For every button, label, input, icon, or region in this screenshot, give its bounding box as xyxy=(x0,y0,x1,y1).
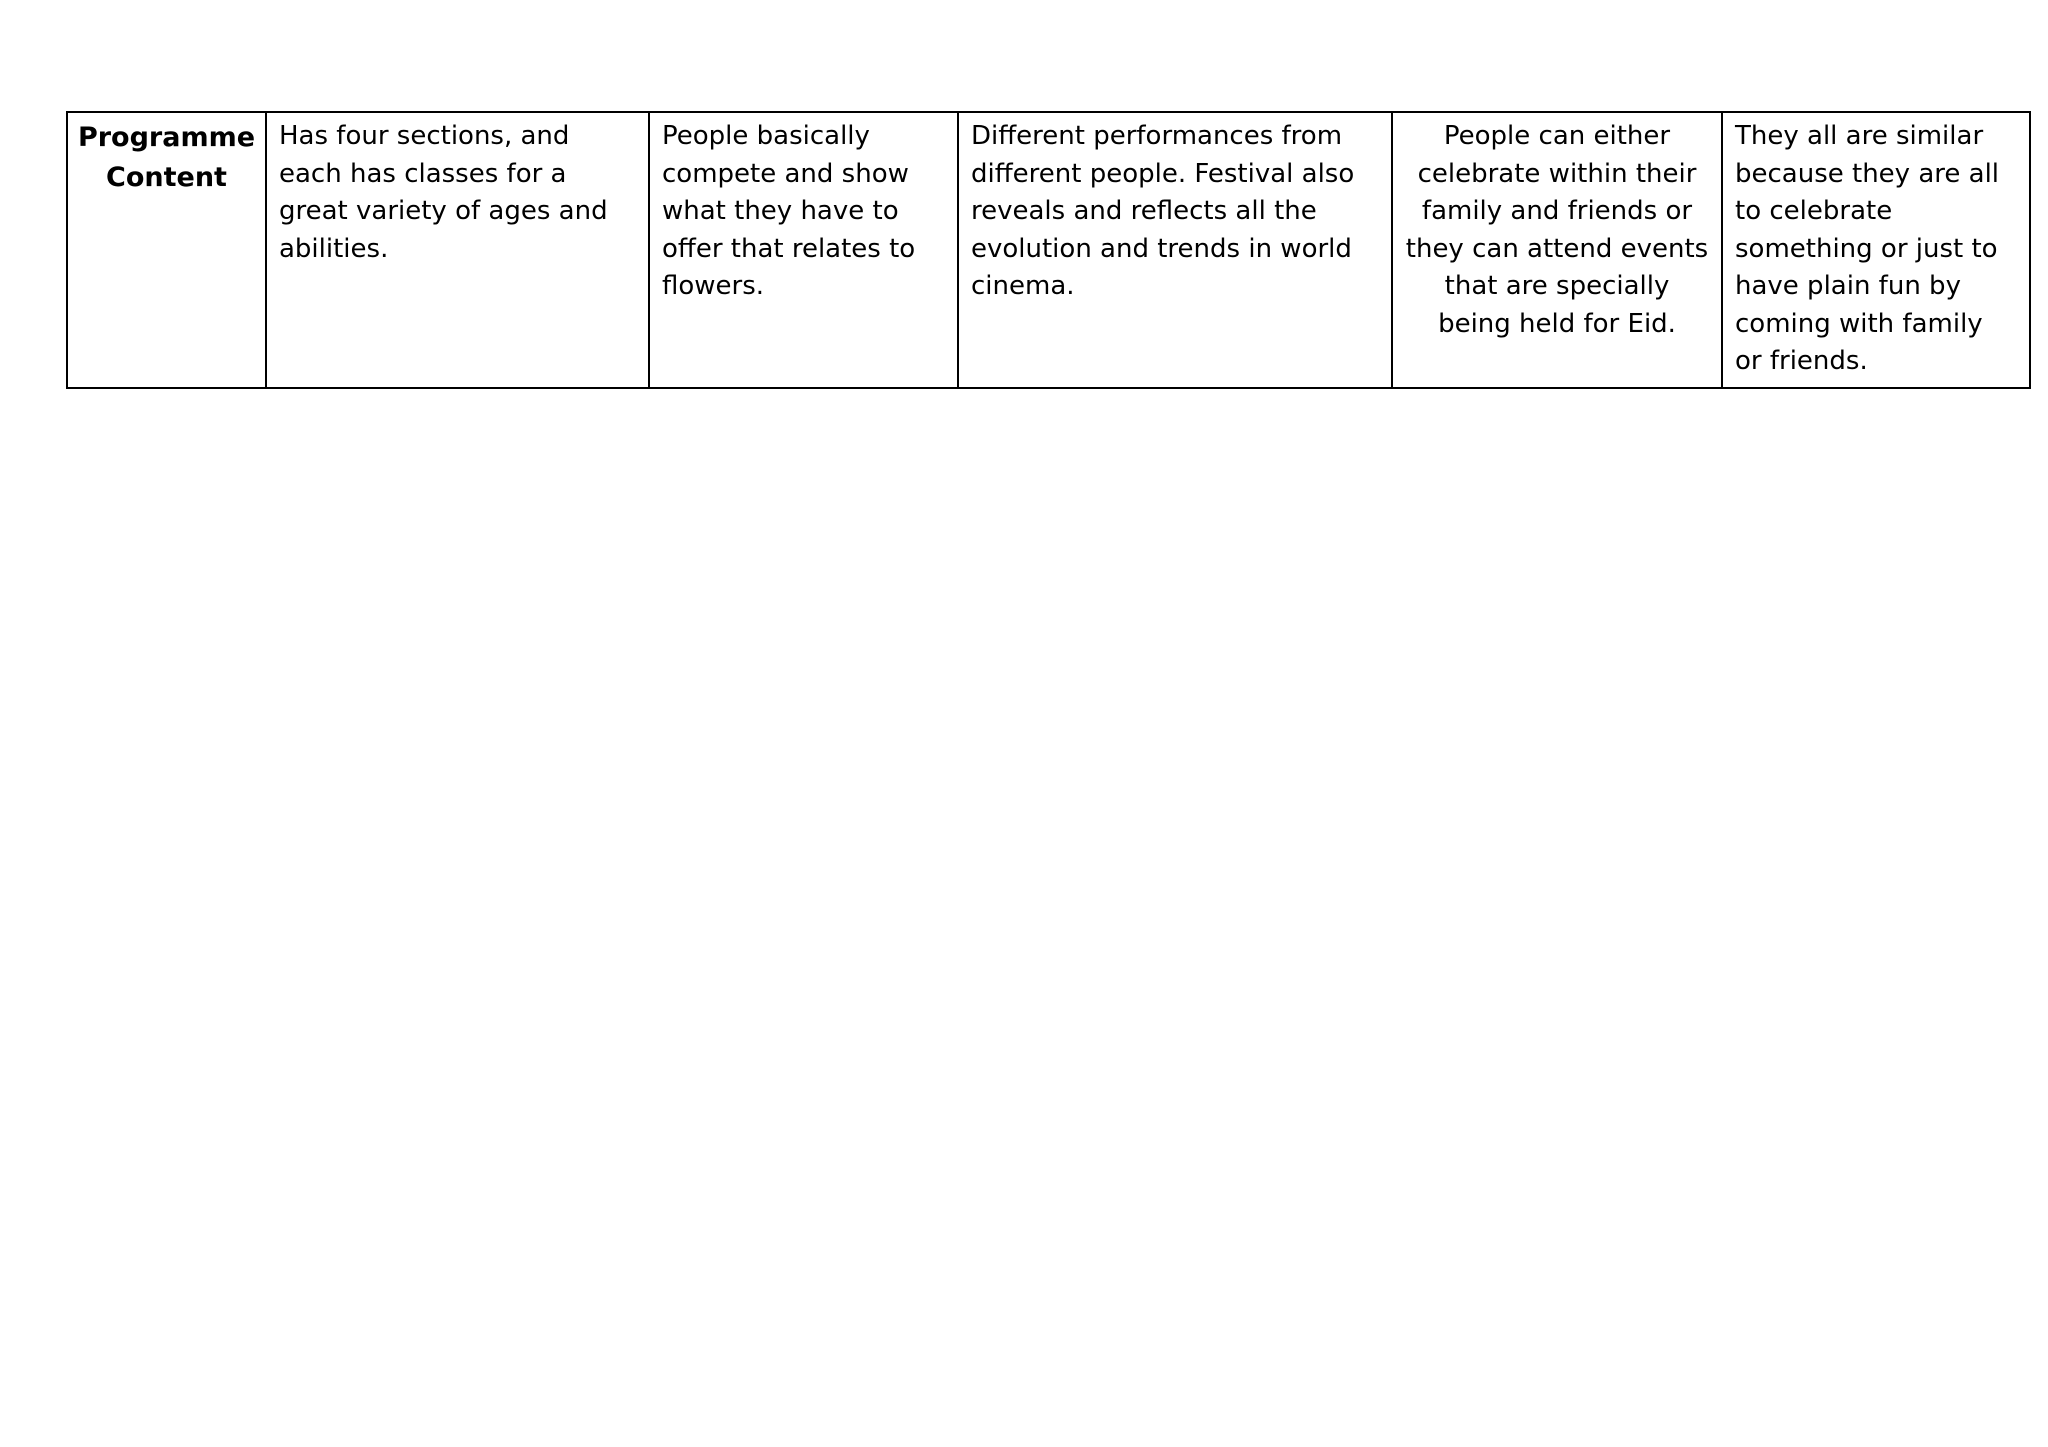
table-cell: People can either celebrate within their family and friends or they can attend events that are specially being held for Eid. xyxy=(1392,112,1722,388)
table-cell: Different performances from different people. Festival also reveals and reflects all the evolution and trends in world cinema. xyxy=(958,112,1392,388)
programme-content-table xyxy=(66,111,2031,389)
table-cell: People basically compete and show what they have to offer that relates to flowers. xyxy=(649,112,958,388)
row-header-cell: Programme Content xyxy=(67,112,266,388)
table-cell: They all are similar because they are all to celebrate something or just to have plain fun by coming with family or friends. xyxy=(1722,112,2030,388)
table-cell: Has four sections, and each has classes for a great variety of ages and abilities. xyxy=(266,112,649,388)
table-row xyxy=(67,112,2030,388)
